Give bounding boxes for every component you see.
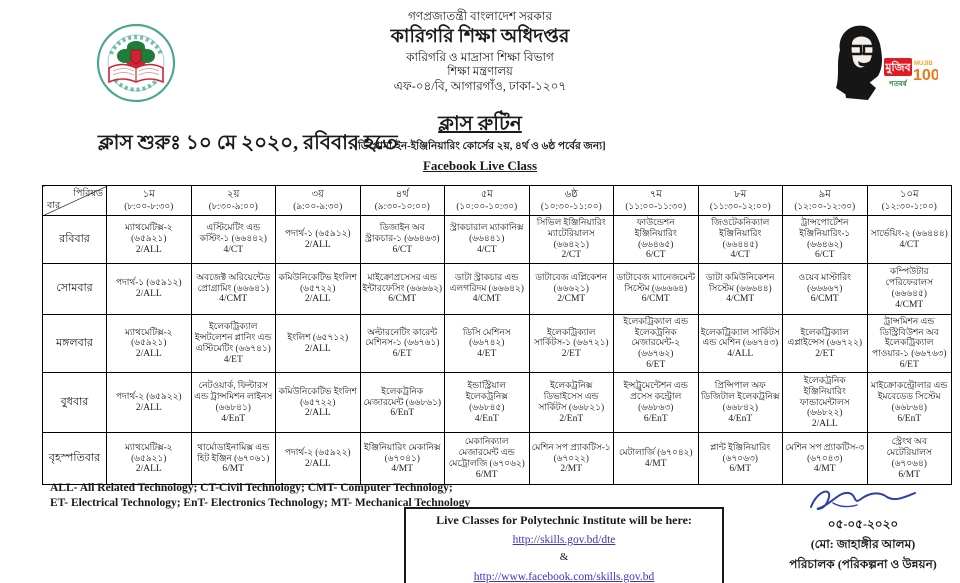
skills-gov-link[interactable]: http://skills.gov.bd/dte: [512, 534, 616, 547]
class-cell: ইলেকট্রনিক মেজারমেন্ট (৬৬৮৬১) 6/EnT: [360, 373, 445, 433]
period-header: ৫ম (১০:০০-১০:৩০): [445, 186, 530, 216]
class-cell: স্ট্রেংথ অব মেটেরিয়ালস (৬৭০৬৪) 6/MT: [867, 433, 952, 485]
directorate-title: কারিগরি শিক্ষা অধিদপ্তর: [390, 26, 570, 47]
routine-title: ক্লাস রুটিন: [438, 113, 522, 135]
gov-address: এফ-০৪/বি, আগারগাঁও, ঢাকা-১২০৭: [393, 79, 567, 94]
class-cell: ডাটাবেজ এপ্লিকেশন (৬৬৬২১) 2/CMT: [529, 263, 614, 314]
class-cell: পদার্থ-১ (৬৫৯১২) 2/ALL: [276, 216, 361, 264]
class-cell: পদার্থ-২ (৬৫৯২২) 2/ALL: [107, 373, 192, 433]
class-cell: কমিউনিকেটিভ ইংলিশ (৬৫৭২২) 2/ALL: [276, 373, 361, 433]
day-row: [43, 433, 952, 485]
class-cell: সিভিল ইঞ্জিনিয়ারিং ম্যাটেরিয়ালস (৬৬৪২১) 2/CT: [529, 216, 614, 264]
signature-block: [768, 483, 958, 576]
class-cell: মেটালার্জি (৬৭০৪২) 4/MT: [614, 433, 699, 485]
class-cell: এস্টিমেটিং এন্ড কস্টিং-১ (৬৬৪৪২) 4/CT: [191, 216, 276, 264]
period-header: ৩য় (৯:০০-৯:৩০): [276, 186, 361, 216]
period-header: ১০ম (১২:৩০-১:০০): [867, 186, 952, 216]
class-cell: থার্মোডাইনামিক্স এন্ড হিট ইঞ্জিন (৬৭০৬১) 6/MT: [191, 433, 276, 485]
class-start-note: ক্লাস শুরুঃ ১০ মে ২০২০, রবিবার হতে: [98, 132, 398, 154]
class-cell: ম্যাথমেটিক্স-২ (৬৫৯২১) 2/ALL: [107, 216, 192, 264]
class-cell: নেটওয়ার্ক, ফিল্টারস এন্ড ট্রান্সমিশন লাইনস (৬৬৮৪১) 4/EnT: [191, 373, 276, 433]
class-cell: অবজেক্ট অরিয়েন্টেড প্রোগ্রামিং (৬৬৬৪১) 4/CMT: [191, 263, 276, 314]
gov-line-3: কারিগরি ও মাদ্রাসা শিক্ষা বিভাগ: [406, 49, 554, 64]
class-cell: প্রিন্সিপাল অফ ডিজিটাল ইলেকট্রনিক্স (৬৬৮৪২) 4/EnT: [698, 373, 783, 433]
routine-subtitle: [ডিপ্লোমা-ইন-ইঞ্জিনিয়ারিং কোর্সের ২য়, ৪র্থ ও ৬ষ্ঠ পর্বের জন্য]: [354, 141, 606, 152]
class-cell: ইলেকট্রিক্যাল এপ্লাইন্সেস (৬৬৭২২) 2/ET: [783, 314, 868, 373]
class-cell: ফাউন্ডেশন ইঞ্জিনিয়ারিং (৬৬৪৬৫) 6/CT: [614, 216, 699, 264]
class-cell: ইঞ্জিনিয়ারিং মেকানিক্স (৬৭০৪১) 4/MT: [360, 433, 445, 485]
svg-text:শতবর্ষ: শতবর্ষ: [889, 80, 907, 88]
corner-period-label: পিরিয়ড: [73, 189, 103, 199]
class-cell: ডাটা কমিউনিকেশন সিস্টেম (৬৬৬৪৪) 4/CMT: [698, 263, 783, 314]
class-cell: ইলেকট্রনিক ইঞ্জিনিয়ারিং ফান্ডামেন্টালস (৬৬৮২২) 2/ALL: [783, 373, 868, 433]
day-row: [43, 314, 952, 373]
class-cell: ইন্ডাস্ট্রিয়াল ইলেকট্রনিক্স (৬৬৮৪৫) 4/EnT: [445, 373, 530, 433]
class-cell: পদার্থ-২ (৬৫৯২২) 2/ALL: [276, 433, 361, 485]
class-cell: অল্টারনেটিং কারেন্ট মেশিনস-১ (৬৬৭৬১) 6/ET: [360, 314, 445, 373]
gov-line-4: শিক্ষা মন্ত্রণালয়: [447, 65, 513, 78]
class-cell: ডাটা স্ট্রাকচার এন্ড এলগরিদম (৬৬৬৪২) 4/CMT: [445, 263, 530, 314]
period-header: ৯ম (১২:০০-১২:৩০): [783, 186, 868, 216]
day-row: [43, 373, 952, 433]
class-cell: পদার্থ-১ (৬৫৯১২) 2/ALL: [107, 263, 192, 314]
class-cell: ট্রান্সপোর্টেশন ইঞ্জিনিয়ারিং-১ (৬৬৪৬২) 6/CT: [783, 216, 868, 264]
dte-seal-logo-icon: [95, 20, 177, 111]
mujib-100-logo-icon: [828, 18, 938, 113]
day-row: [43, 216, 952, 264]
class-cell: প্লান্ট ইঞ্জিনিয়ারিং (৬৭০৬৩) 6/MT: [698, 433, 783, 485]
day-row: [43, 263, 952, 314]
period-header: ৮ম (১১:৩০-১২:০০): [698, 186, 783, 216]
class-cell: মাইক্রোপ্রসেসর এন্ড ইন্টারফেসিং (৬৬৬৬২) 6/CMT: [360, 263, 445, 314]
corner-cell: [43, 186, 107, 216]
day-label: মঙ্গলবার: [43, 314, 107, 373]
class-cell: স্ট্রাকচারাল ম্যাকানিক্স (৬৬৪৪১) 4/CT: [445, 216, 530, 264]
class-cell: কমিউনিকেটিভ ইংলিশ (৬৫৭২২) 2/ALL: [276, 263, 361, 314]
signatory-name: (মো: জাহাঙ্গীর আলম): [810, 537, 916, 551]
class-cell: সার্ভেয়িং-২ (৬৬৪৪৪) 4/CT: [867, 216, 952, 264]
class-cell: ট্রান্সমিশন এন্ড ডিস্ট্রিবিউশন অব ইলেকট্রিক্যাল পাওয়ার-১ (৬৬৭৬৩) 6/ET: [867, 314, 952, 373]
signature-scribble-icon: [803, 483, 923, 515]
class-cell: ইন্সট্রুমেন্টেশন এন্ড প্রসেস কন্ট্রোল (৬৬৮৬৩) 6/EnT: [614, 373, 699, 433]
class-cell: ইলেকট্রিক্যাল সার্কিটস-১ (৬৬৭২১) 2/ET: [529, 314, 614, 373]
class-cell: ম্যাথমেটিক্স-২ (৬৫৯২১) 2/ALL: [107, 314, 192, 373]
facebook-skills-link[interactable]: http://www.facebook.com/skills.gov.bd: [473, 570, 655, 583]
routine-table: [42, 185, 952, 485]
class-cell: মেকানিক্যাল মেজারমেন্ট এন্ড মেট্রোলজি (৬৭০৬২) 6/MT: [445, 433, 530, 485]
svg-text:MUJIB: MUJIB: [914, 61, 933, 67]
gov-line-1: গণপ্রজাতন্ত্রী বাংলাদেশ সরকার: [407, 9, 553, 23]
period-header: ১ম (৮:০০-৮:৩০): [107, 186, 192, 216]
class-cell: ম্যাথমেটিক্স-২ (৬৫৯২১) 2/ALL: [107, 433, 192, 485]
legend-line-1: ALL- All Related Technology; CT-Civil Technology; CMT- Computer Technology;: [50, 482, 453, 494]
period-header: ৬ষ্ঠ (১০:৩০-১১:০০): [529, 186, 614, 216]
svg-text:100: 100: [913, 67, 938, 84]
class-cell: ডিজাইন অব স্ট্রাকচার-১ (৬৬৪৬৩) 6/CT: [360, 216, 445, 264]
period-header: ৭ম (১১:০০-১১:৩০): [614, 186, 699, 216]
period-header: ২য় (৮:৩০-৯:০০): [191, 186, 276, 216]
day-label: বৃহস্পতিবার: [43, 433, 107, 485]
class-cell: জিওটেকনিক্যাল ইঞ্জিনিয়ারিং (৬৬৪৪৫) 4/CT: [698, 216, 783, 264]
svg-text:মুজিব: মুজিব: [885, 62, 911, 74]
signatory-designation: পরিচালক (পরিকল্পনা ও উন্নয়ন): [789, 557, 937, 571]
live-box-title: Live Classes for Polytechnic Institute will be here:: [436, 513, 692, 527]
day-label: বুধবার: [43, 373, 107, 433]
class-cell: ইলেকট্রিক্যাল ইন্সটলেশন প্লানিং এন্ড এস্টিমেটিং (৬৬৭৪১) 4/ET: [191, 314, 276, 373]
day-label: সোমবার: [43, 263, 107, 314]
class-cell: মাইক্রোকন্ট্রোলার এন্ড ইমবেডেড সিস্টেম (৬৬৮৬৪) 6/EnT: [867, 373, 952, 433]
live-classes-box: [404, 507, 724, 583]
class-cell: ডিসি মেশিনস (৬৬৭৪২) 4/ET: [445, 314, 530, 373]
legend-line-2: ET- Electrical Technology; EnT- Electronics Technology; MT- Mechanical Technology: [50, 496, 471, 509]
class-cell: ডাটাবেজ ম্যানেজমেন্ট সিস্টেম (৬৬৬৬৪) 6/CMT: [614, 263, 699, 314]
period-header: ৪র্থ (৯:৩০-১০:০০): [360, 186, 445, 216]
class-cell: ইলেকট্রিক্যাল এন্ড ইলেকট্রনিক মেজারমেন্ট-২ (৬৬৭৬২) 6/ET: [614, 314, 699, 373]
class-cell: মেশিন সপ প্র্যাকটিস-৩ (৬৭০৪৩) 4/MT: [783, 433, 868, 485]
facebook-live-class-label: Facebook Live Class: [422, 158, 538, 173]
class-cell: মেশিন সপ প্র্যাকটিস-১ (৬৭০২২) 2/MT: [529, 433, 614, 485]
day-label: রবিবার: [43, 216, 107, 264]
class-cell: কম্পিউটার পেরিফেরালস (৬৬৬৪৫) 4/CMT: [867, 263, 952, 314]
class-cell: ইংলিশ (৬৫৭১২) 2/ALL: [276, 314, 361, 373]
class-cell: ইলেকট্রনিক্স ডিভাইসেস এন্ড সার্কিটস (৬৬৮২১) 2/EnT: [529, 373, 614, 433]
class-cell: ইলেকট্রিক্যাল সার্কিটস এন্ড মেশিন (৬৬৭৪৩) 4/ALL: [698, 314, 783, 373]
ampersand-separator: &: [559, 550, 569, 563]
signature-date: ০৫-০৫-২০২০: [827, 517, 899, 531]
corner-day-label: বার: [47, 201, 61, 211]
class-cell: ওয়েব মাস্টারিং (৬৬৬৬৭) 6/CMT: [783, 263, 868, 314]
